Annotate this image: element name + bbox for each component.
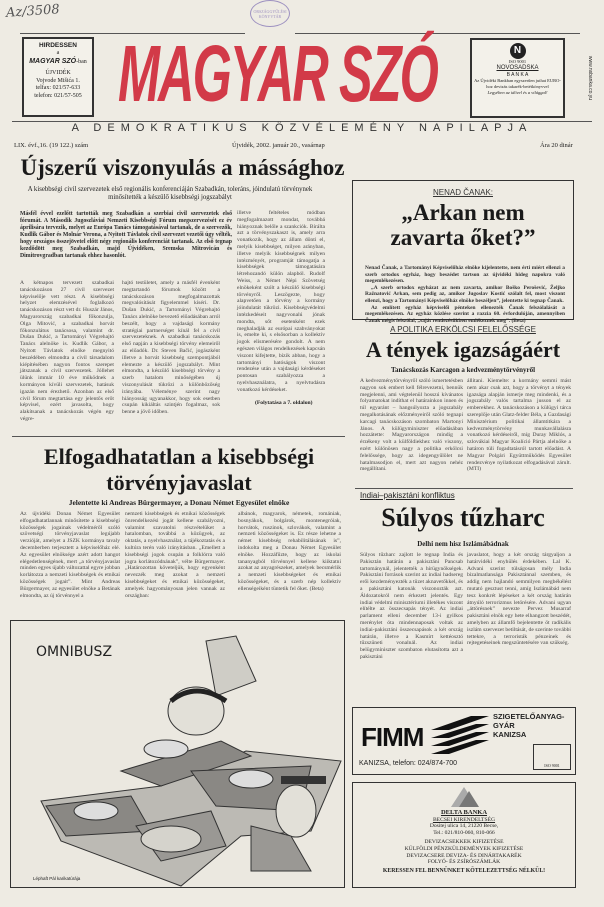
ad-line: telfax: 021/57-633: [35, 85, 81, 92]
ad-line: ÚJVIDÉK: [45, 70, 71, 77]
fimm-logo: FIMM: [361, 722, 424, 752]
article2-column1: Az újvidéki Donau Német Egyesület elfogadhatatlannak minősítette a kisebbségi közösségek jogainak védelméről szóló szövetségi törvényjavaslat legújabb verzióját, amelyet a JSZK kormánya tavaly decemberben terjesztett a képviselőház elé. Az egyesület elnöksége azért adott hangot elégedetlenségének, mert „a törvényjavaslat minden egyes újabb változattal egyre jobban korlátozza a nemzeti kisebbségek és etnikai közösségek jogait”. Mint Andreas Bürgermayer, az egyesület elnöke a Betának elmondta, az új törvénnyel a: [20, 511, 120, 599]
tagline: A DEMOKRATIKUS KÖZVÉLEMÉNY NAPILAPJA: [71, 122, 533, 134]
ad-line: HIRDESSEN: [39, 42, 77, 49]
article5-column2: javaslatot, hogy a két ország tárgyaljon a határvidéki enyhülés érdekében. Lal K. Advani szerint túlságosan mély India bizalmatlansága Pakisztánnal szemben, és addig nem hajlandó semmilyen megbékélést mutató gesztust tenni, amíg Iszlámábád nem tesz konkrét lépéseket a két ország határán átnyúló terrorizmus letörésére. Advani ugyan „áttörésnek” nevezte Pervez Musarraf pakisztáni elnök egy hete elhangzott beszédét, amelyben az államfő bejelentette öt radikális iszlám szervezet betiltását, de szerinte további tettekre, a terroristák pénzeinek és rejtegetéseinek megszüntetésére van szükség.: [467, 552, 571, 647]
bank-branch: BECSEI KIRENDELTSÉG: [432, 816, 496, 823]
masthead-logo: MAGYAR SZÓ: [118, 29, 437, 118]
article3-paragraph: „A szerb ortodox egyházat az nem zavarta, amikor Boško Perošević, Željko Ražnatović Arkan, sem pedig az, amikor Jugoslav Kostić szólalt fel, most viszont ellenzi, hogy a Tartományi Képviselőház elnöke beszéljen”, jelentette ki tegnap Čanak.: [365, 284, 565, 304]
service: KÜLFÖLDI PÉNZKÜLDEMÉNYEK KIFIZETÉSE: [404, 845, 524, 852]
article3-body: [365, 265, 565, 324]
iso-cert-icon: ISO 9001: [533, 744, 571, 770]
article3-box: [352, 180, 574, 324]
ad-bank: NOVOSADSKA: [496, 64, 539, 71]
article4-headline: A tények igazságáért: [365, 337, 561, 362]
cartoon-illustration: [11, 621, 346, 889]
article3-headline: „Arkan nem zavarta őket?”: [390, 200, 536, 250]
service: FOLYÓ- ÉS ZSÍRÓSZÁMLÁK: [427, 859, 501, 866]
archive-mark: Az/3508: [5, 2, 61, 21]
ad-line: Az Újvidéki Bankban egyszerűen juthat EURO-hoz devizás takarék-betétkönyvvel: [474, 78, 561, 89]
article2-column2: nemzeti kisebbségek és etnikai közösségek önrendelkezési jogát kellene szabályozni, valamint szavatolni részvételüket a hatalomban, továbbá a közügyek, az oktatás, a nyelvhasználat, a tájékoztatás és a kultúra terén való irányításban. „Emellett a kisebbségi jogok csupán a folklórra való jogra korlátozódnának”, vélte Bürgermayer. „Határozottan követeljük, hogy egyenként nevezzék meg azokat a nemzeti kisebbségeket és etnikai közösségeket, amelyek hagyományosan jelen vannak az országban:: [125, 511, 225, 599]
article1-column1: A kétnapos tervezett szabadkai tanácskozáson 27 civil szervezet képviselője vett részt. A kisebbségi helyzet elemzésével foglalkozó tanácskozáson részt vett dr. Huszár János, Magyarország szabadkai főkonzulja, Olga Mitović, a szabadkai horvát főkonzulátus tanácsosa, valamint dr. Dušan Dukić, a Tartományi Végrehajtó Tanács alelnöke is. Kudlik Gábor, a Nyitott Távlatok elnöke megnyitó beszédében elmondta a civil társadalom kiépítésében nagyon fontos szerepet játszanak a civil szervezetek. Jóllehet ülünk immár 10 éve működnek a kormányon kívüli szervezetek, hatásuk igazán nem érezhető. Azonban az első civil fórum megtartása egy jelentős erőt képvisel, ezért javasolta, hogy alakítsanak a tanácskozás végén egy végre-: [20, 280, 114, 422]
price: Ára 20 dinár: [540, 142, 573, 149]
article2-column3: albánok, magyarok, németek, romániak, bosnyákok, bolgárok, montenegróiak, horvátok, ruszinok, szlovákok, valamint a nemzeti közösségeket is. Ez része lehetne a német kisebbség rehabilitálásának is”, indokolta meg a Donau Német Egyesület elnöke. Hozzáfűzte, hogy az iskolai tananyagból törvénnyel kellene kiiktatni azokat az anyagrészeket, amelyek becsmérlik a nemzeti kisebbségeket és etnikai közösségeket, és a szerb nép kollektív ellenségeiként tüntetik fel őket. (Beta): [238, 511, 341, 592]
issue-number: LIX. évf.,16. (19 122.) szám: [14, 142, 89, 149]
continued-note: (Folytatása a 7. oldalon): [255, 400, 313, 406]
article1-headline: Újszerű viszonyulás a mássághoz: [20, 155, 345, 180]
article2-headline: Elfogadhatatlan a kisebbségi törvényjavaslat: [43, 444, 315, 495]
article4-column1: A kedvezménytörvényről szóló ismertetésben nagyon sok embert kell félrevezetni, bennük megjelenni, ami végtelenül hosszú kívánatos folyamatokat indíthat el határainkon innen és túl egyaránt – hangsúlyozta a jogszabály megalkotásának előzményeiről szóló tegnapi karcagi tanácskozáson szombaton Martonyi János. A külügyminiszter előadásában hozzátette: Magyarországon mindig a érzékeny volt a külföldiekhez való viszony, ezért különösen nagy a politika erkölcsi felelőssége, hogy az idegengyűlölet ne hatalmasodjon el, mert azt nagyon nehéz megállítani.: [360, 378, 463, 473]
ad-line: telefon: 021/57-505: [34, 92, 82, 99]
delta-banka-advert: [352, 782, 576, 888]
article5-deck: Delhi nem hisz Iszlámábádnak: [417, 540, 509, 548]
article1-deck: A kisebbségi civil szervezetek első regionális konferenciáján Szabadkán, toleráns, jóindulatú törvénynek minősítették a készülő kisebbségi jogszabályt: [27, 186, 313, 201]
article4-deck: Tanácskozás Karcagon a kedvezménytörvényről: [390, 366, 536, 374]
fimm-company: [493, 712, 564, 739]
ad-line: GYÁR: [493, 721, 515, 730]
stamp-text: ORSZÁGGYŰLÉSI KÖNYVTÁR: [253, 9, 287, 19]
bank-phone: Tel.: 021/810-060, 810-066: [433, 830, 495, 837]
ad-line: -ban: [76, 58, 87, 65]
ad-line: SZIGETELŐANYAG-: [493, 712, 565, 721]
bank-name: DELTA BANKA: [440, 808, 488, 816]
service: DEVIZACSEKKEK KIFIZETÉSE: [424, 838, 504, 845]
article3-kicker: NENAD ČANAK:: [432, 188, 493, 197]
article5-kicker: Indiai–pakisztáni konfliktus: [360, 491, 455, 500]
article1-lead: Másfél évvel ezelőtt tartották meg Szabadkán a szerbiai civil szervezetek első fórumát. A Második Jugoszláviai Nemzeti Kisebbségi Fórum megszervezését ez év áprilisára tervezik, melyet az Európa Tanács támogatásával tartanak, de a szervezők, Kudlik Gábor és Molnár Verona, a Nyitott Távlatok civil szervezet vezetői úgy vélték, hogy országos összejövetel előtt négy regionális konferenciát tartanak. Az első tegnap kezdődött meg Szabadkán, majd Újvidéken, Sremska Mitrovicán és Dimitrovgradban tartanak ehhez hasonlót.: [20, 211, 232, 259]
article1-column3: illetve feltételes módban megfogalmazott mondat, továbbá hiányoznak belőle a szankciók. Bírálta azt a törvényszakaszt is, amely arra vonatkozik, hogy az állam dönti el, melyik kisebbséget, milyen arányban, illetve melyik kisebbségnek milyen intézményét, programját támogatja a kisebbségek támogatására létrehozandó külön alapból. Rudolf Weiss, a Német Népi Szövetség elnökeként szólt a készülő kisebbségi törvényről. Leszögezte, hogy alapvetően a törvény a kormány jóindulatát tükrözi. Kisebbségvédelmi intézkedéseit nagyvonalú jónak mondta, sőt esetenként ezek meghaladják az európai szabványokat is, emelte ki, s elsősorban a kollektív jogok elismerésére gondolt. A nem egészen világos rendelkezések kapcsán viszont kifejtette, bízik abban, hogy a tartományi hatóságok viszont rendezése után a vajdasági kérdéseket pontosan szabályozza a nyelvhasználatra, a nyelvtudásra vonatkozó kérdéseket.: [237, 210, 325, 393]
article3-paragraph: Az említett egyház képviselői pénteken ellenezték Čanak felszólalását a megemlékezésen. Az egyház közlése szerint a razzia 60. évfordulóján, amennyiben Čanak mégis felszólal, „saját rendezésükben emlékeznek meg”. (Beta): [365, 304, 565, 324]
fimm-contact: KANIZSA, telefon: 024/874-700: [359, 760, 458, 767]
bank-url: www.nsbanka.co.yu: [587, 55, 593, 101]
ad-slogan: Legyében az idővel és a világgal!: [487, 89, 548, 95]
cartoon-title: OMNIBUSZ: [36, 644, 113, 660]
article4-kicker: A POLITIKA ERKÖLCSI FELELŐSSÉGE: [390, 325, 536, 334]
ad-line: Vojvode Mišića 1.: [36, 77, 80, 84]
article5-column1: Súlyos tűzharc zajlott le tegnap India és Pakisztán határán a pakisztáni Pancsab tartománynál, jelentették a hírügynökségek. Pakisztáni források szerint az indiai hadsereg erői kezdeményezték a tüzet aknavetőkkel, és a pakisztáni katonák viszonozták azt. Áldozatokról nem érkezett jelentés. Egy indiai védelmi minisztériumi illetékes viszont elítélte az összecsapás tényét. Az indiai parlament elleni december 13-i gyilkos merénylet óta mindennaposak voltak az indiai-pakisztáni összecsapások a két ország határán, illetve a Kasmírt kettéosztó tűzszüneti vonalnál. Az indiai belügyminiszter szombaton elutasította azt a pakisztáni: [360, 552, 463, 660]
delta-logo-icon: [447, 785, 481, 807]
stripes-logo-icon: [431, 716, 489, 756]
ad-line: B A N K A: [506, 72, 529, 79]
cartoon: [10, 620, 345, 888]
fimm-advert: [352, 707, 576, 775]
right-advert: [470, 38, 565, 118]
article1-column2: hajtó testületet, amely a másfél évenként megtartandó fórumok között a tanácskozáson megfogalmazottak megvalósítását figyelemmel kíséri. Dr. Dušan Dukić, a Tartományi Végrehajtó Tanács alelnöke bevezető előadásában arról beszélt, hogy a vajdasági kormány stratégiai partnerséget kínál fel a civil szervezeteknek. A szabadkai tanácskozás első napján a kisebbségi törvény elemeiről az előadók. Dr. Steven Bačić, jogászként illetve a horvát kisebbség szempontjából elemezte a készülő jogszabályt. Mint elmondta, a készülő kisebbségi törvény a szerb hatalom minőségében új viszonyulását tükrözi a különbözőség irányába. Véleménye szerint nagy hiányosság ugyanakkor, hogy sok esetben csupán kikiáltás szintjén fogalmaz, sok benne a jövő időben.: [122, 280, 220, 416]
issue-date: Újvidék, 2002. január 20., vasárnap: [232, 142, 325, 149]
bank-address: Dositej ulica 14, 21220 Becse,: [429, 823, 499, 830]
article3-paragraph: Nenad Čanak, a Tartományi Képviselőház elnöke kijelentette, nem érti miért ellenzi a szerb ortodox egyház, hogy beszédet tartson az újvidéki hideg napokra való megemlékezésen.: [365, 265, 565, 285]
bank-cta: KERESSEN FEL BENNÜNKET KÖTELEZETTSÉG NÉLKÜL!: [382, 868, 546, 875]
left-advert: [22, 37, 94, 117]
cartoon-credit: Léphaft Pál karikatúrája: [33, 876, 81, 881]
article5-headline: Súlyos tűzharc: [381, 503, 545, 532]
ad-line: KANIZSA: [493, 730, 527, 739]
article2-deck: Jelentette ki Andreas Bürgermayer, a Donau Német Egyesület elnöke: [68, 498, 290, 507]
ad-line: a: [56, 50, 60, 57]
bank-logo-icon: N: [510, 43, 526, 59]
article4-column2: állítani. Kiemelte: a kormány semmi mást nem akar csak azt, hogy a törvényt a tények igazsága alapján ismerje meg mindenki, és a jogszabály valós tartalma jusson el az emberekhez. A tanácskozáson a külügyi tárca szereplője után Glatz-felder Béla, a Gazdasági Minisztérium politikai államtitkára a kedvezménytörvény munkavállalásra vonatkozó kérdéseiről, míg Duray Miklós, a szlovákiai Magyar Koalíció Pártja alelnöke a határon túli fogadtatásról tartott előadást. A Magyar Polgári Együttműködés Egyesület rendezvénye nyilatkozat elfogadásával zárult. (MTI): [467, 378, 571, 473]
ad-brand: MAGYAR SZÓ: [29, 57, 77, 65]
library-stamp: [250, 0, 290, 27]
service: DEVIZACSERE DEVIZA- ÉS DINÁRTAKARÉK: [406, 852, 522, 859]
ad-line: ISO 9001: [508, 59, 527, 64]
